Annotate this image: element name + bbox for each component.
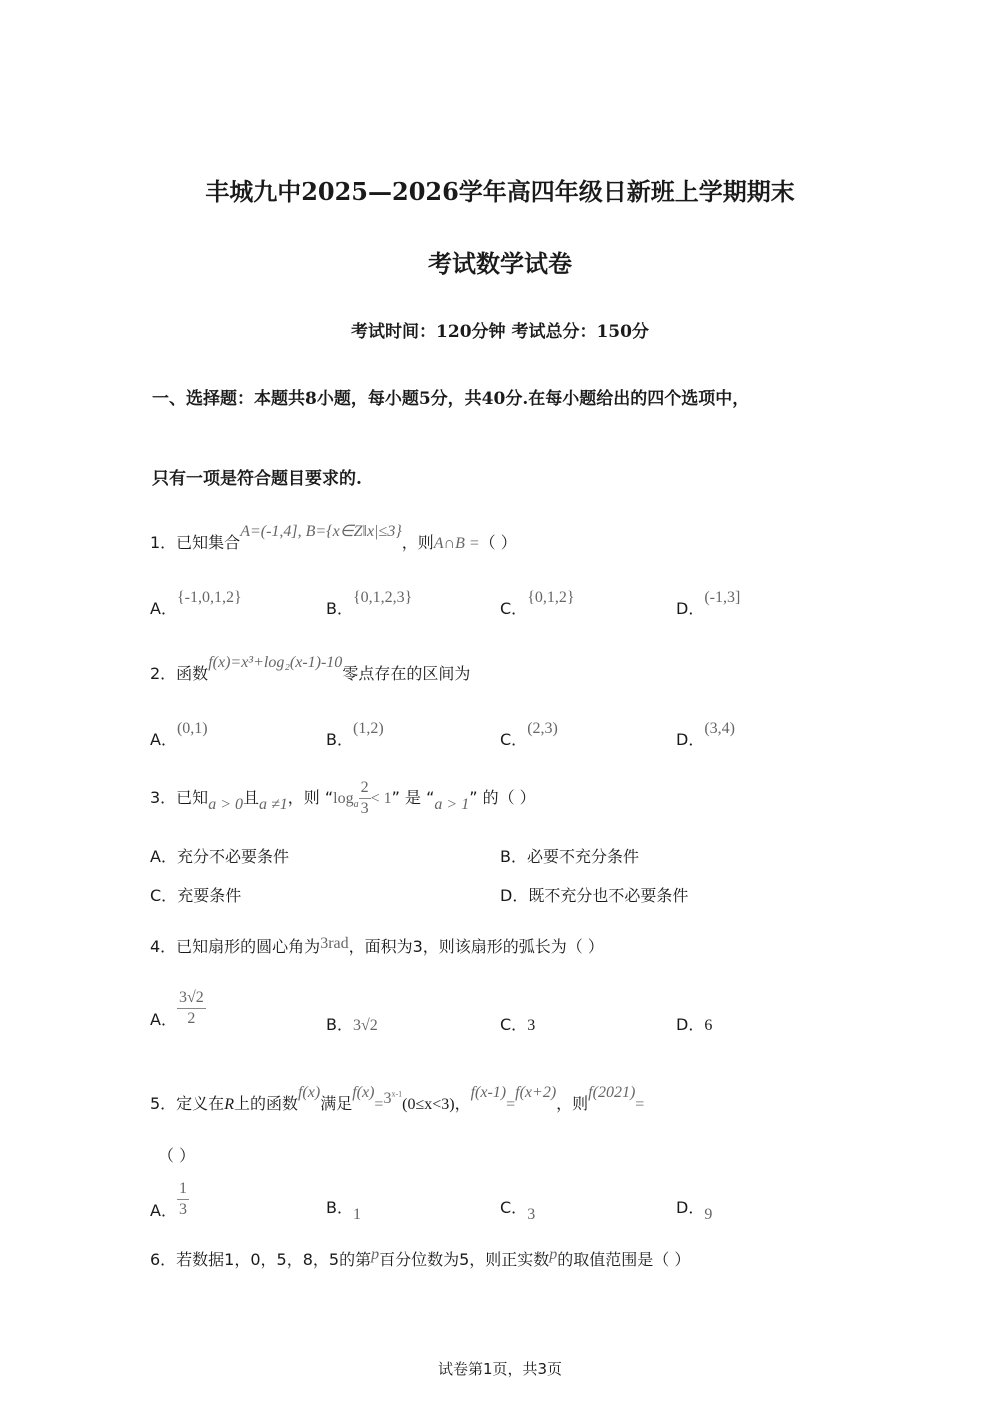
question-3-cond-a: a > 0: [208, 796, 243, 813]
question-1: [150, 523, 517, 553]
question-1-sets-math: A=(-1,4], B={x∈Z‖x|≤3}: [240, 523, 402, 540]
question-3-option-a[interactable]: A．充分不必要条件: [150, 847, 289, 866]
question-2-suffix: 零点存在的区间为: [342, 664, 471, 683]
question-5-answer-paren: （ ）: [158, 1146, 196, 1165]
question-3-option-b[interactable]: B．必要不充分条件: [500, 847, 639, 866]
question-3-option-d[interactable]: D．既不充分也不必要条件: [500, 886, 689, 905]
exam-title-line2: 考试数学试卷: [428, 249, 572, 278]
page-footer: 试卷第1页，共3页: [437, 1360, 563, 1378]
question-2-option-a[interactable]: A．(0,1): [150, 720, 208, 749]
question-3-fraction: $\frac{2}{3}$: [360, 779, 369, 817]
question-4-option-d[interactable]: D．6: [676, 1015, 713, 1034]
question-1-option-b[interactable]: B．{0,1,2,3}: [326, 589, 413, 618]
question-5: 5．定义在R上的函数f(x)满足$f(x)=3^{x-1}(0\le x<3)$，f(x-1)=f(x+2)，则f(2021)=: [150, 1084, 645, 1113]
question-5-option-c[interactable]: C．3: [500, 1198, 536, 1223]
question-3-option-c[interactable]: C．充要条件: [150, 886, 242, 905]
question-4-angle: 3rad: [320, 935, 349, 952]
exam-info: 考试时间：120分钟 考试总分：150分: [351, 322, 649, 342]
question-3-cond-b: a ≠1: [259, 796, 288, 813]
question-1-option-c[interactable]: C．{0,1,2}: [500, 589, 575, 618]
question-3-cond-c: a > 1: [434, 796, 470, 813]
question-2-option-d[interactable]: D．(3,4): [676, 720, 735, 749]
question-1-option-a[interactable]: A．{-1,0,1,2}: [150, 589, 242, 618]
question-1-prefix: 1．已知集合: [150, 533, 241, 552]
question-4: 4．已知扇形的圆心角为3rad，面积为3，则该扇形的弧长为（ ）: [150, 935, 604, 956]
question-4-option-a[interactable]: A． $\frac{3√2}{2}$: [150, 989, 204, 1029]
question-2-option-c[interactable]: C．(2,3): [500, 720, 558, 749]
section-heading-line1: 一、选择题：本题共8小题，每小题5分，共40分.在每小题给出的四个选项中，: [152, 389, 750, 409]
exam-title-line1: 丰城九中2025—2026学年高四年级日新班上学期期末: [205, 177, 795, 206]
section-heading-line2: 只有一项是符合题目要求的.: [152, 469, 362, 489]
question-1-intersection-math: A∩B =: [433, 535, 480, 552]
question-3: 3．已知a > 0且a ≠1，则 “$\log_a$ $\frac{2}{3}$ < 1” 是 “a > 1” 的（ ）: [150, 779, 536, 817]
question-6: 6．若数据1，0，5，8，5的第p百分位数为5，则正实数p的取值范围是（ ）: [150, 1246, 691, 1269]
question-4-option-b[interactable]: B．3√2: [326, 1015, 378, 1034]
question-5-option-a[interactable]: A． $\frac{1}{3}$: [150, 1180, 187, 1220]
question-2-option-b[interactable]: B．(1,2): [326, 720, 384, 749]
question-5-option-b[interactable]: B．1: [326, 1198, 361, 1223]
question-1-tail: （ ）: [479, 533, 517, 552]
question-2-prefix: 2．函数: [150, 664, 209, 683]
question-5-option-d[interactable]: D．9: [676, 1198, 713, 1223]
question-2: [150, 654, 471, 684]
question-3-log: $\log_a$: [333, 790, 359, 811]
question-4-option-c[interactable]: C．3: [500, 1015, 536, 1034]
question-1-suffix: ，则: [401, 533, 434, 552]
question-2-function-math: f(x)=x³+log₂(x-1)-10: [208, 654, 343, 671]
question-1-option-d[interactable]: D．(-1,3]: [676, 589, 741, 618]
